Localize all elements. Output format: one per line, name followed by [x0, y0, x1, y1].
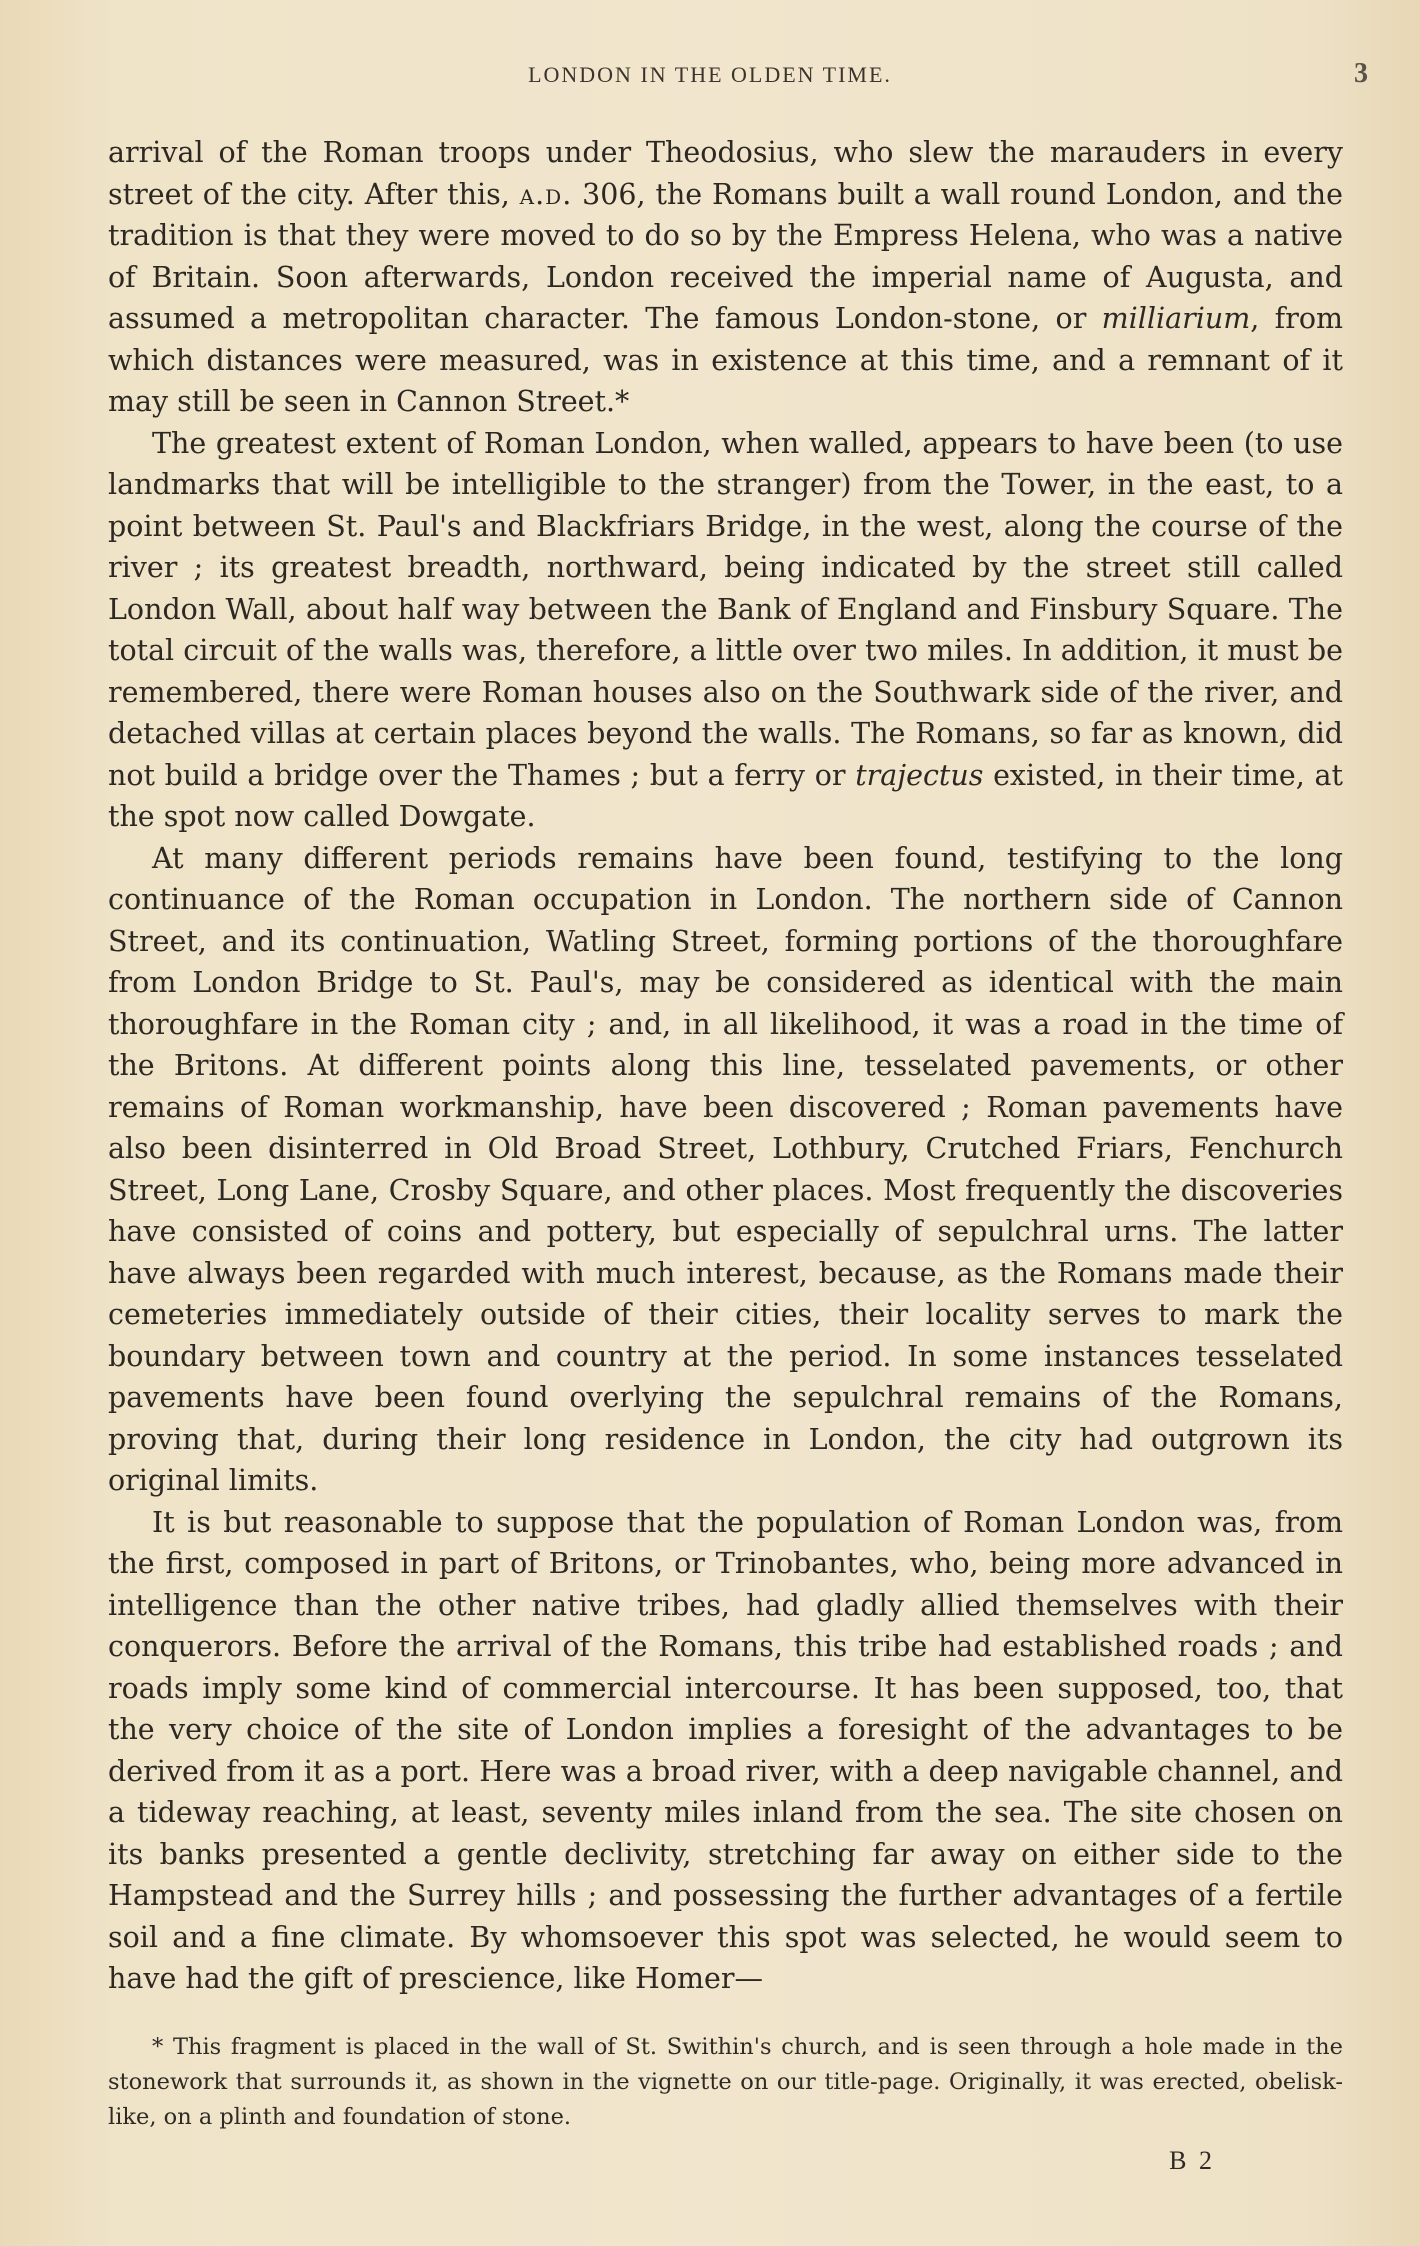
paragraph-3 [108, 838, 1343, 1502]
paragraph-1 [108, 132, 1343, 423]
text-segment: 306, the Romans built a wall round London, and the tradition is that they were moved to do so by the Empress Helena, who was a native of Britain. Soon afterwards, London received the imperial name of Augusta, and assumed a metropolitan character. The famous London-stone, or [108, 177, 1343, 335]
text-segment-italic: trajectus [855, 758, 984, 792]
footnote [108, 2030, 1343, 2135]
paragraph-2 [108, 423, 1343, 838]
text-segment: existed, in their time, at the spot now called Dowgate. [108, 758, 1343, 833]
signature-mark: B 2 [1169, 2146, 1215, 2175]
text-segment: arrival of the Roman troops under Theodosius, who slew the marauders in every street of the city. After this, [108, 136, 1343, 211]
main-text-body [108, 132, 1343, 2000]
paragraph-4 [108, 1502, 1343, 2000]
text-segment: It is but reasonable to suppose that the population of Roman London was, from the first, composed in part of Britons, or Trinobantes, who, being more advanced in intelligence than the other native tribes, had gladly allied themselves with their conquerors. Before the arrival of the Romans, this tribe had established roads ; and roads imply some kind of commercial intercourse. It has been supposed, too, that the very choice of the site of London implies a foresight of the advantages to be derived from it as a port. Here was a broad river, with a deep navigable channel, and a tideway reaching, at least, seventy miles inland from the sea. The site chosen on its banks presented a gentle declivity, stretching far away on either side to the Hampstead and the Surrey hills ; and possessing the further advantages of a fertile soil and a fine climate. By whomsoever this spot was selected, he would seem to have had the gift of prescience, like Homer— [108, 1505, 1343, 1995]
text-segment-italic: milliarium [1101, 302, 1251, 335]
footnote-text: * This fragment is placed in the wall of St. Swithin's church, and is seen through a hole made in the stonework that surrounds it, as shown in the vignette on our title-page. Originally, it was erected, obelisk-like, on a plinth and foundation of stone. [108, 2034, 1343, 2130]
text-segment: , from which distances were measured, was in existence at this time, and a remnant of it may still be seen in Cannon Street.* [108, 302, 1343, 418]
page-number: 3 [1354, 58, 1368, 89]
text-segment-smallcaps: a.d. [519, 177, 573, 211]
text-segment: The greatest extent of Roman London, when walled, appears to have been (to use landmarks that will be intelligible to the stranger) from the Tower, in the east, to a point between St. Paul's and Blackfriars Bridge, in the west, along the course of the river ; its greatest breadth, northward, being indicated by the street still called London Wall, about half way between the Bank of England and Finsbury Square. The total circuit of the walls was, therefore, a little over two miles. In addition, it must be remembered, there were Roman houses also on the Southwark side of the river, and detached villas at certain places beyond the walls. The Romans, so far as known, did not build a bridge over the Thames ; but a ferry or [108, 426, 1343, 792]
running-title: LONDON IN THE OLDEN TIME. [528, 62, 892, 87]
text-segment: At many different periods remains have been found, testifying to the long continuance of the Roman occupation in London. The northern side of Cannon Street, and its continuation, Watling Street, forming portions of the thoroughfare from London Bridge to St. Paul's, may be considered as identical with the main thoroughfare in the Roman city ; and, in all likelihood, it was a road in the time of the Britons. At different points along this line, tesselated pavements, or other remains of Roman workmanship, have been discovered ; Roman pavements have also been disinterred in Old Broad Street, Lothbury, Crutched Friars, Fenchurch Street, Long Lane, Crosby Square, and other places. Most frequently the discoveries have consisted of coins and pottery, but especially of sepulchral urns. The latter have always been regarded with much interest, because, as the Romans made their cemeteries immediately outside of their cities, their locality serves to mark the boundary between town and country at the period. In some instances tesselated pavements have been found overlying the sepulchral remains of the Romans, proving that, during their long residence in London, the city had outgrown its original limits. [108, 841, 1343, 1497]
